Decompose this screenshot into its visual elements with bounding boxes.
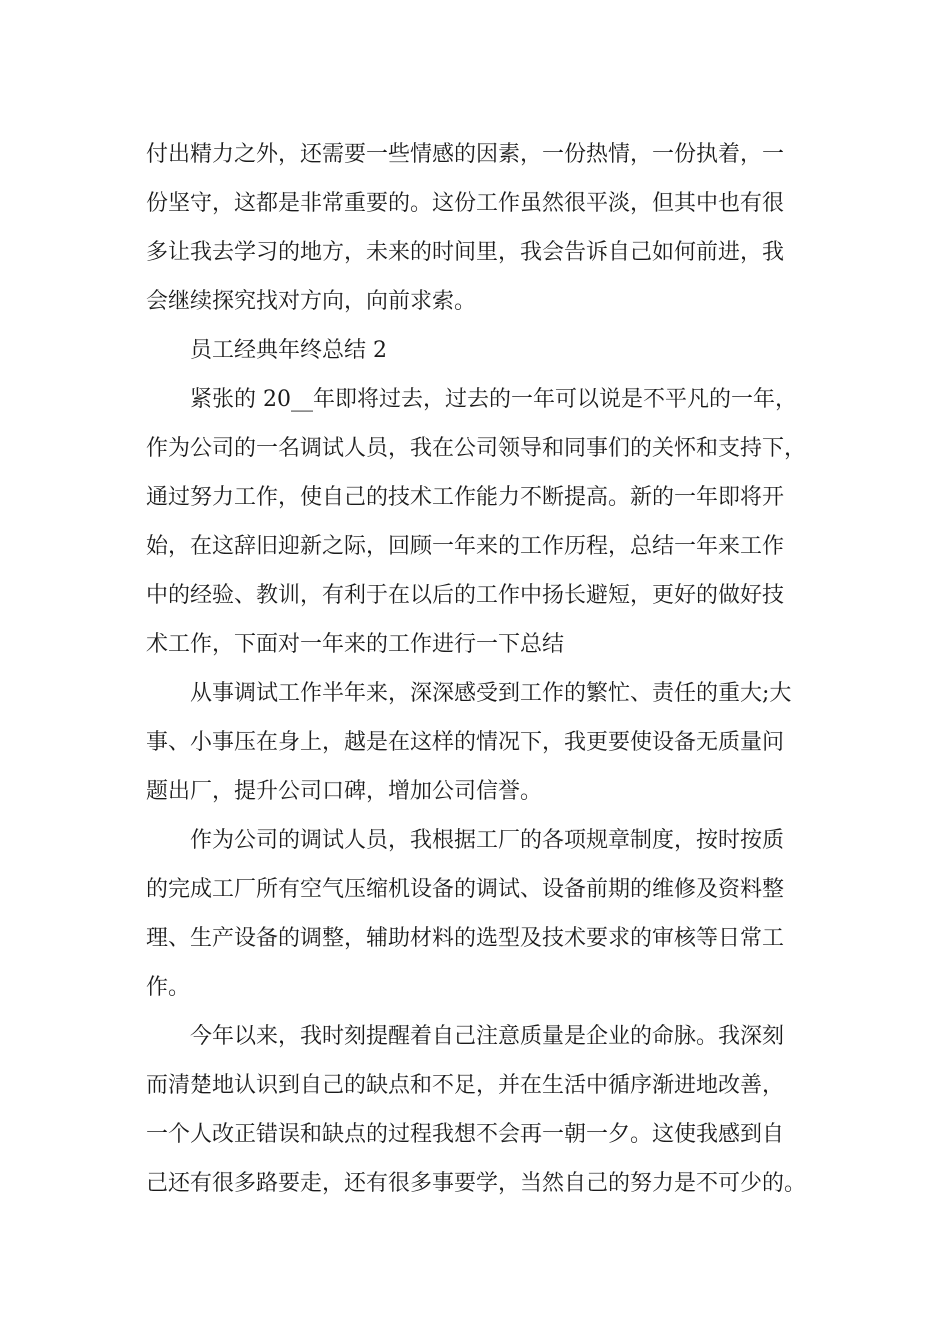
text-line: 作为公司的调试人员，我根据工厂的各项规章制度，按时按质 (190, 828, 785, 853)
text-line: 会继续探究找对方向，向前求索。 (146, 289, 477, 314)
paragraph (146, 1012, 826, 1208)
text-line: 术工作，下面对一年来的工作进行一下总结 (146, 632, 565, 657)
text-line: 作。 (146, 975, 191, 1000)
text-line: 己还有很多路要走，还有很多事要学，当然自己的努力是不可少的。 (146, 1171, 807, 1196)
text-line: 今年以来，我时刻提醒着自己注意质量是企业的命脉。我深刻 (190, 1024, 785, 1049)
heading-text: 员工经典年终总结 2 (190, 338, 387, 363)
paragraph (146, 669, 826, 816)
text-line: 理、生产设备的调整，辅助材料的选型及技术要求的审核等日常工 (146, 926, 785, 951)
document-body (146, 130, 826, 1208)
text-line: 中的经验、教训，有利于在以后的工作中扬长避短，更好的做好技 (146, 583, 785, 608)
text-line: 从事调试工作半年来，深深感受到工作的繁忙、责任的重大;大 (190, 681, 792, 706)
paragraph-continuation (146, 130, 826, 326)
text-line: 通过努力工作，使自己的技术工作能力不断提高。新的一年即将开 (146, 485, 785, 510)
text-line: 作为公司的一名调试人员，我在公司领导和同事们的关怀和支持下， (146, 436, 807, 461)
text-line: 紧张的 20__年即将过去，过去的一年可以说是不平凡的一年， (190, 387, 797, 412)
text-line: 事、小事压在身上，越是在这样的情况下，我更要使设备无质量问 (146, 730, 785, 755)
text-line: 的完成工厂所有空气压缩机设备的调试、设备前期的维修及资料整 (146, 877, 785, 902)
text-line: 份坚守，这都是非常重要的。这份工作虽然很平淡，但其中也有很 (146, 191, 785, 216)
text-line: 始，在这辞旧迎新之际，回顾一年来的工作历程，总结一年来工作 (146, 534, 785, 559)
text-line: 多让我去学习的地方，未来的时间里，我会告诉自己如何前进，我 (146, 240, 785, 265)
text-line: 一个人改正错误和缺点的过程我想不会再一朝一夕。这使我感到自 (146, 1122, 785, 1147)
text-line: 付出精力之外，还需要一些情感的因素，一份热情，一份执着，一 (146, 142, 785, 167)
text-line: 题出厂，提升公司口碑，增加公司信誉。 (146, 779, 543, 804)
section-heading (146, 326, 826, 375)
paragraph (146, 375, 826, 669)
text-line: 而清楚地认识到自己的缺点和不足，并在生活中循序渐进地改善， (146, 1073, 785, 1098)
paragraph (146, 816, 826, 1012)
